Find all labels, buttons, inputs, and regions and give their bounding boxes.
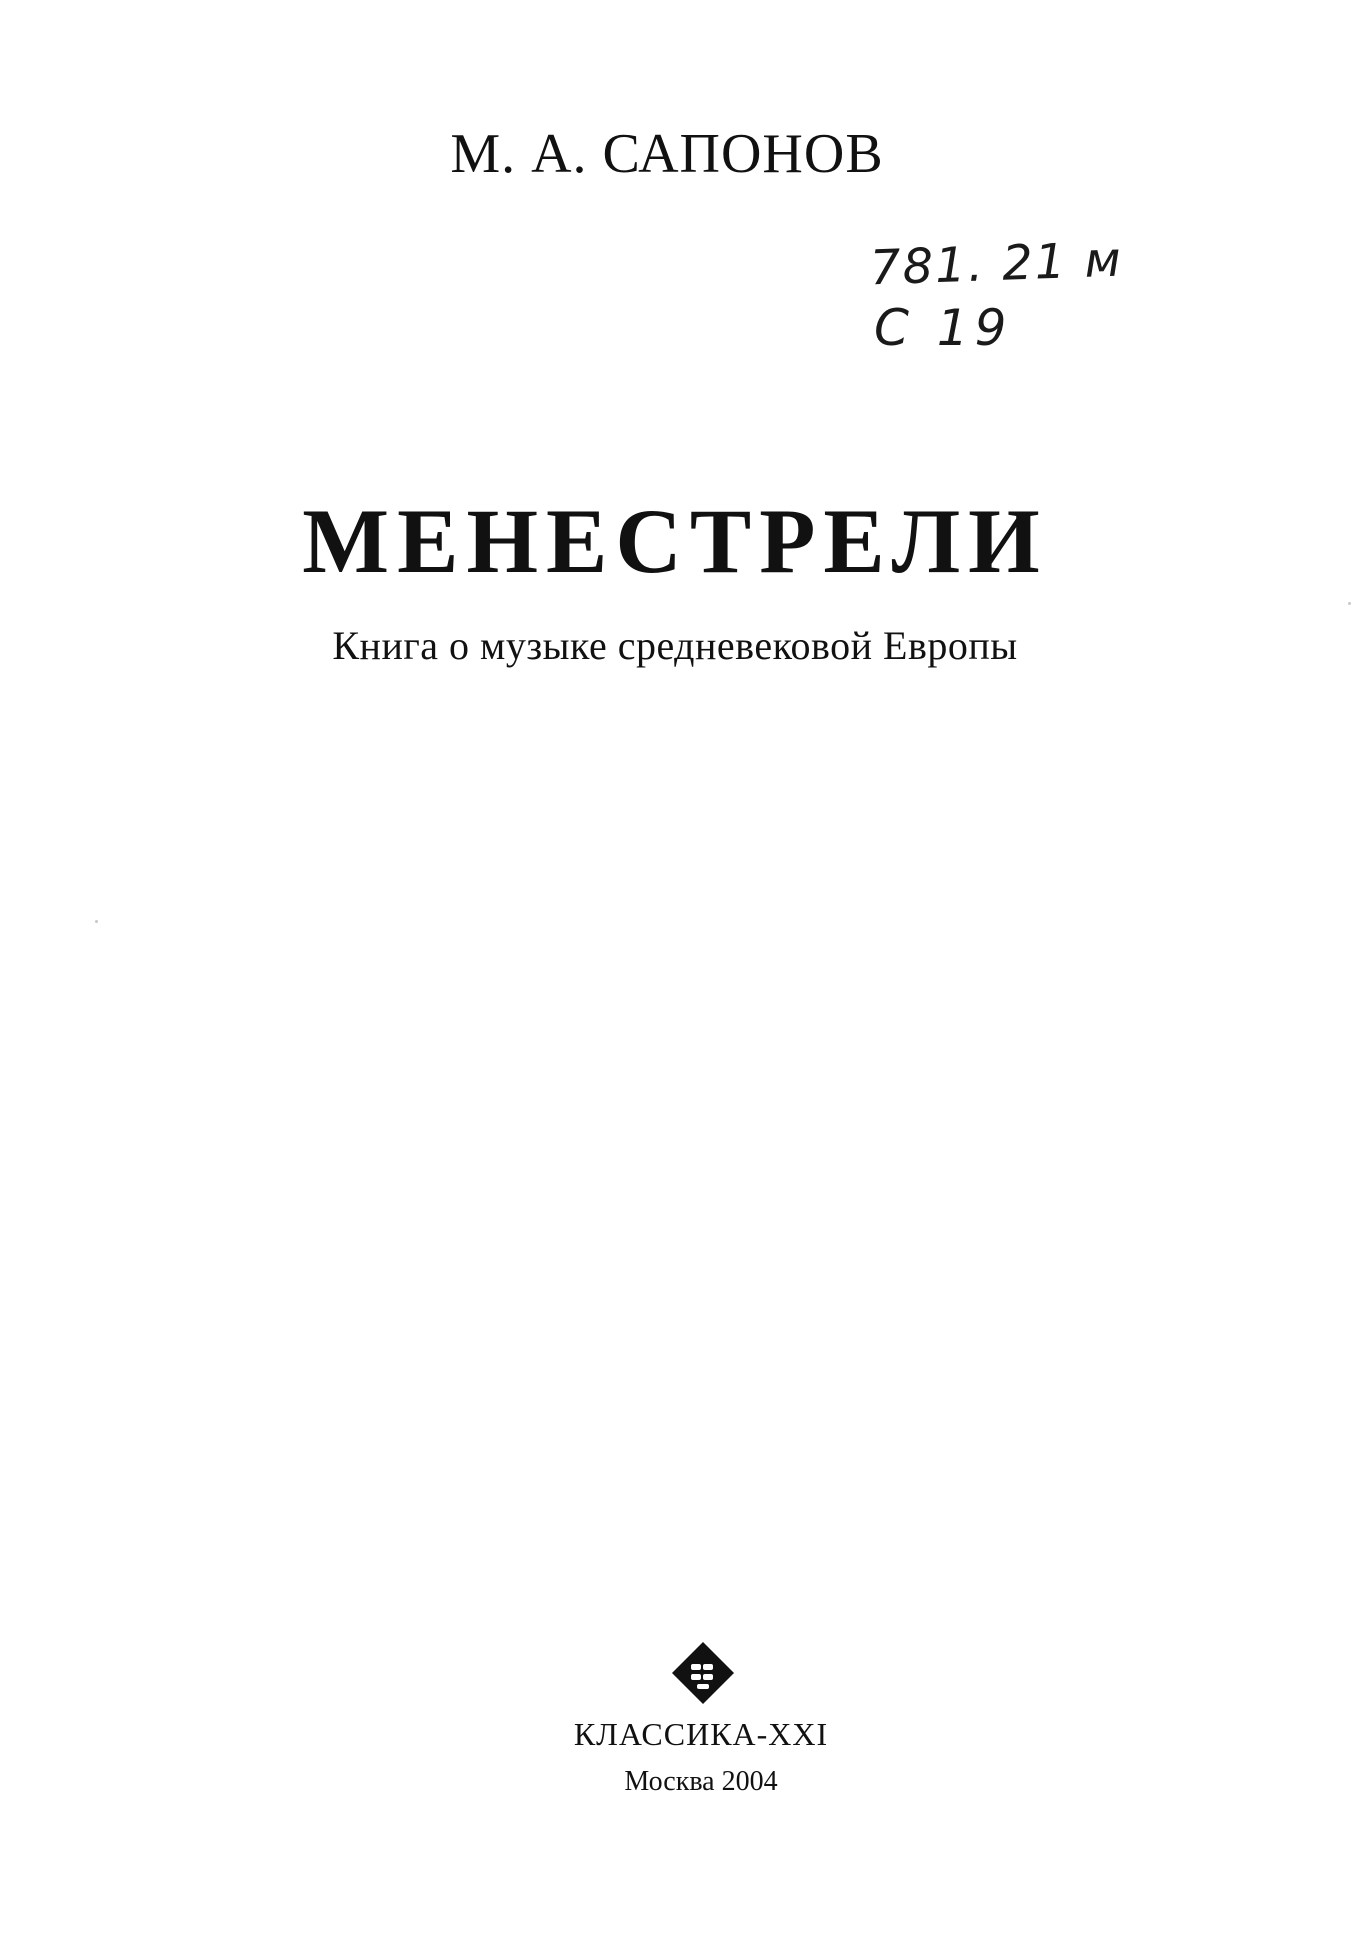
handwritten-note-line1: 781. 21 м (869, 231, 1124, 297)
handwritten-classification-note (870, 232, 1123, 360)
publisher-name: КЛАССИКА-XXI (573, 1716, 829, 1752)
publisher-logo-icon (670, 1640, 736, 1706)
city-and-year: Москва 2004 (624, 1766, 778, 1797)
handwritten-note-line2: С 19 (874, 299, 1013, 357)
author-name: М. А. САПОНОВ (450, 123, 884, 185)
book-subtitle: Книга о музыке средневековой Европы (332, 623, 1018, 668)
book-title: МЕНЕСТРЕЛИ (302, 490, 1048, 592)
scan-speck (95, 920, 98, 923)
scan-speck (1348, 602, 1351, 605)
